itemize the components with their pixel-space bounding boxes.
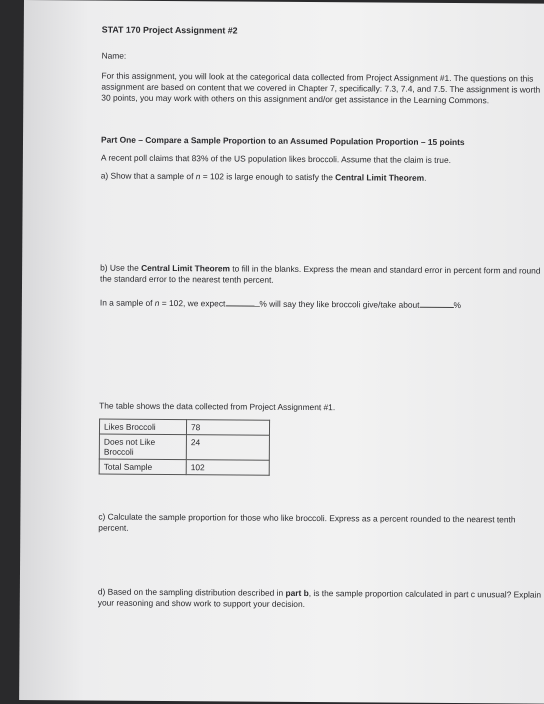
page-title: STAT 170 Project Assignment #2: [101, 24, 238, 36]
question-b-prefix: b) Use the: [100, 262, 142, 273]
fill-variable-n: n: [154, 297, 160, 308]
table-cell-label: Likes Broccoli: [99, 419, 186, 435]
data-table: [99, 419, 270, 476]
fill-text-a: In a sample of: [99, 297, 155, 308]
question-d-bold: part b: [285, 587, 309, 599]
question-a: [101, 171, 427, 184]
question-b: [100, 263, 544, 288]
question-a-end: .: [424, 172, 427, 183]
table-cell-value: 102: [186, 460, 269, 476]
table-cell-label: Does not Like Broccoli: [99, 434, 186, 460]
fill-in-sentence: [100, 297, 461, 312]
table-row: [99, 434, 269, 460]
fill-text-c: % will say they like broccoli give/take about: [259, 298, 420, 310]
question-a-prefix: a) Show that a sample of: [100, 170, 196, 182]
question-c: c) Calculate the sample proportion for those who like broccoli. Express as a percent rounded to the nearest tenth percent.: [98, 511, 516, 533]
table-row: [99, 459, 269, 475]
intro-paragraph: For this assignment, you will look at the categorical data collected from Project Assignment #1. The questions on this assignment are based on content that we covered in Chapter 7, specifically: 7.3, 7.4, and 7.5. The assignment is worth 30 points, you may work with others on this assignment and/or get assistance in the Learning Commons.: [101, 70, 541, 106]
fill-text-d: %: [453, 300, 462, 311]
table-cell-label: Total Sample: [99, 459, 186, 475]
question-d: [98, 587, 544, 612]
table-row: [99, 419, 269, 435]
worksheet-page: [19, 0, 544, 704]
part-one-heading: Part One – Compare a Sample Proportion to an Assumed Population Proportion – 15 points: [100, 134, 465, 148]
question-a-bold: Central Limit Theorem: [335, 172, 425, 183]
name-label: Name:: [101, 50, 127, 61]
blank-mean[interactable]: [225, 297, 259, 306]
question-d-rest: , is the sample proportion calculated in part c unusual? Explain your reasoning and show work to support your decision.: [97, 588, 542, 609]
blank-standard-error[interactable]: [420, 299, 454, 308]
table-cell-value: 24: [186, 435, 269, 461]
question-d-prefix: d) Based on the sampling distribution described in: [97, 586, 286, 598]
fill-text-b: = 102, we expect: [159, 297, 226, 309]
question-b-rest: to fill in the blanks. Express the mean and standard error in percent form and round the standard error to the nearest tenth percent.: [100, 263, 541, 285]
table-intro: The table shows the data collected from Project Assignment #1.: [99, 400, 336, 413]
claim-text: A recent poll claims that 83% of the US population likes broccoli. Assume that the claim is true.: [100, 152, 451, 165]
variable-n: n: [195, 171, 201, 182]
question-a-middle: = 102 is large enough to satisfy the: [200, 171, 336, 183]
question-b-bold: Central Limit Theorem: [141, 262, 231, 274]
table-cell-value: 78: [186, 420, 269, 436]
